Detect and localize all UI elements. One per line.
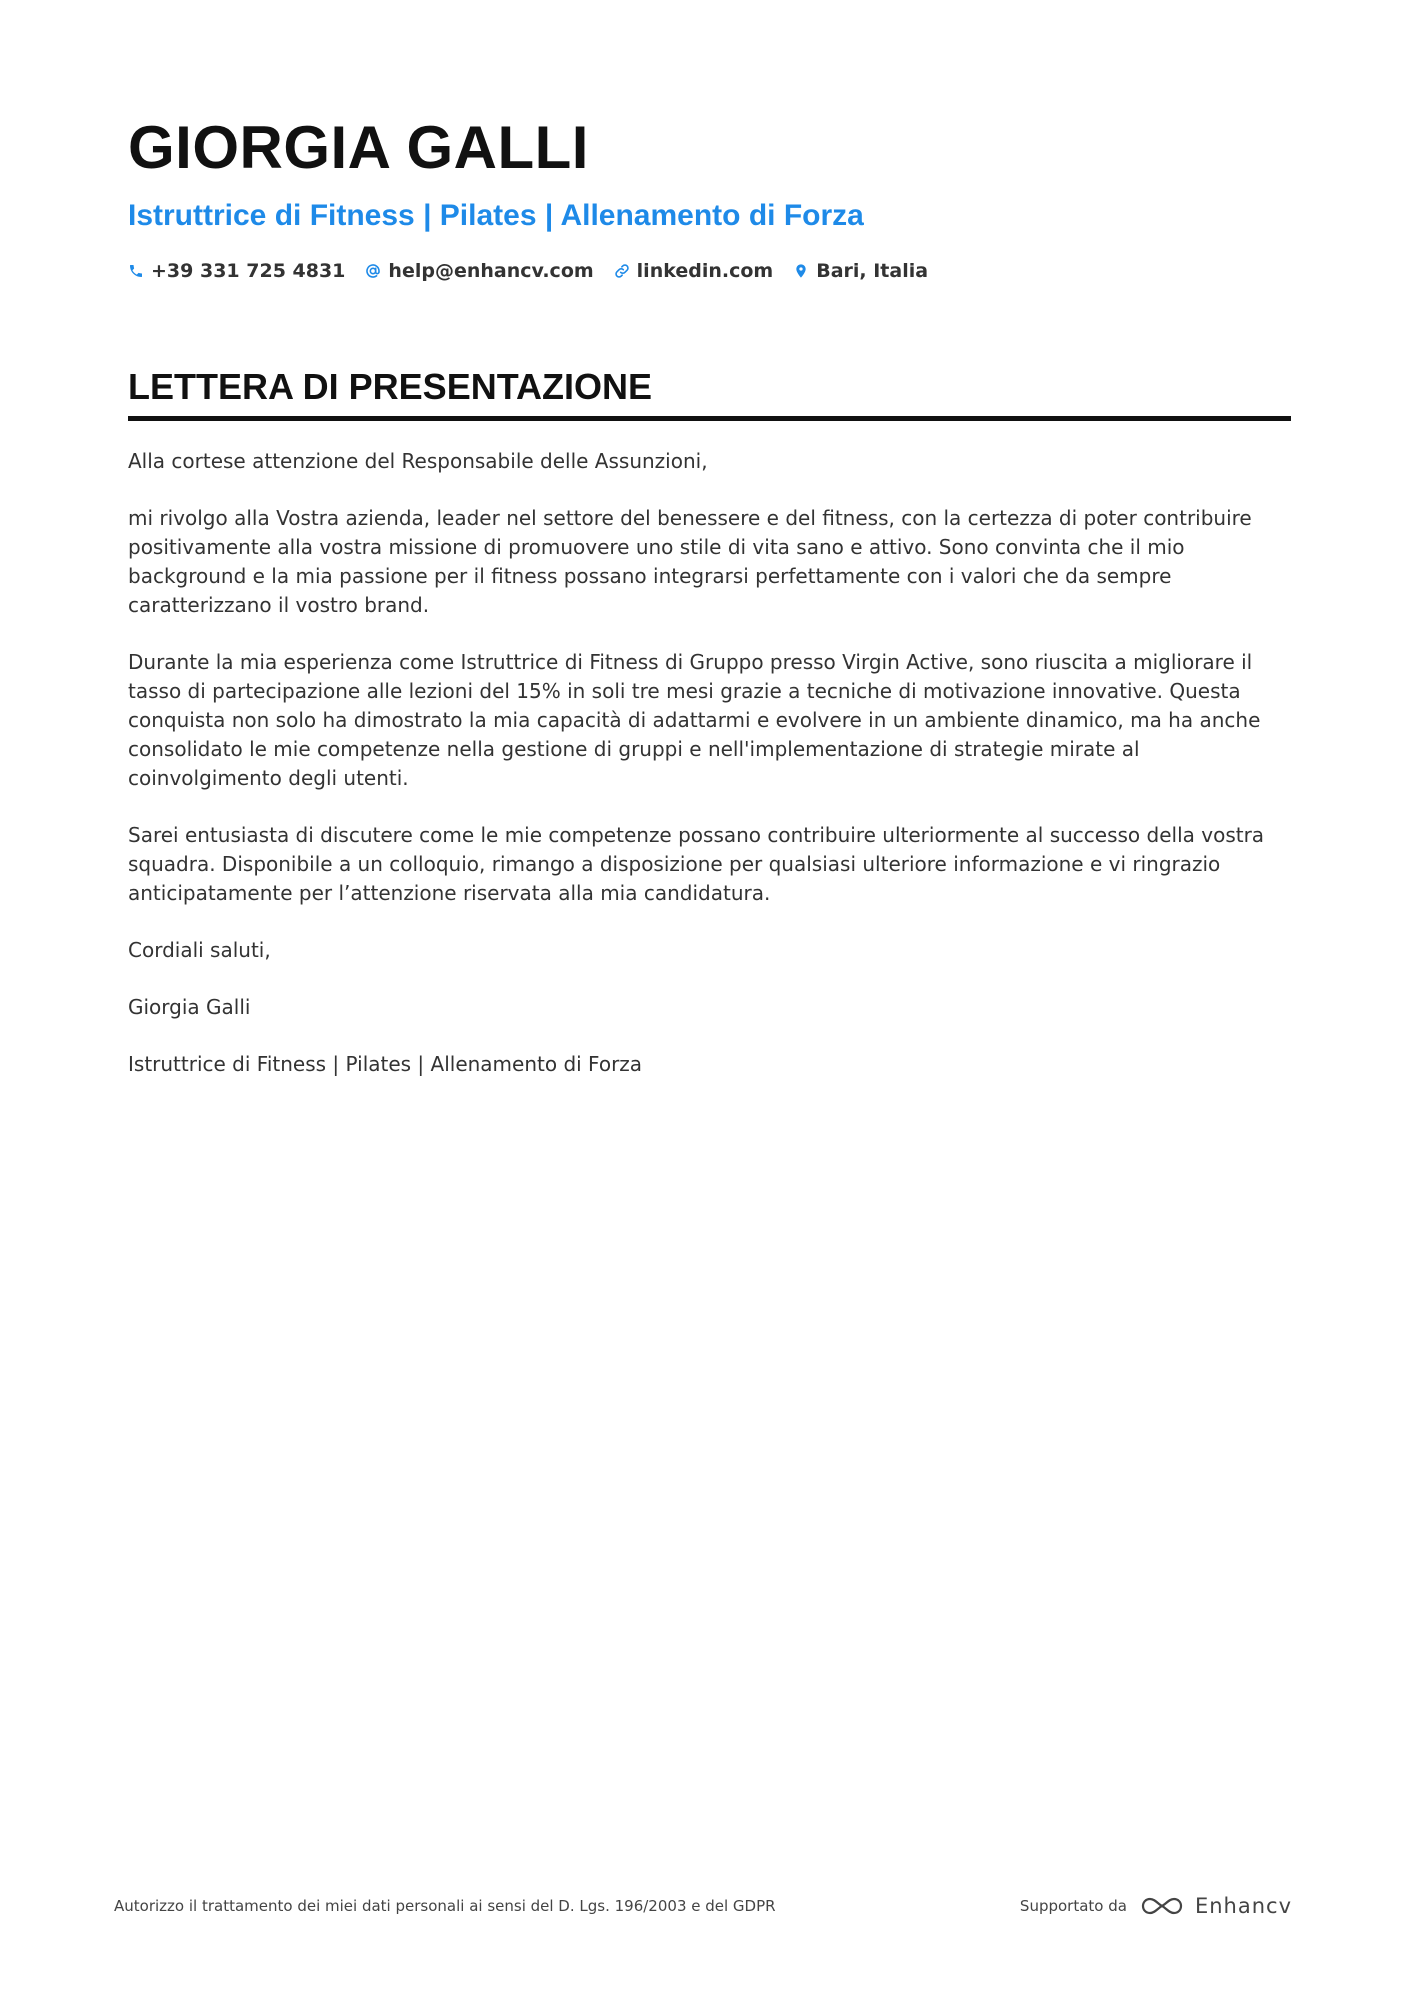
- page-footer: [114, 1891, 1292, 1921]
- powered-by-label: Supportato da: [1019, 1897, 1127, 1915]
- powered-by[interactable]: [1020, 1894, 1292, 1918]
- at-icon: [365, 263, 381, 279]
- section-title: LETTERA DI PRESENTAZIONE: [128, 366, 653, 407]
- letter-closing: Cordiali saluti,: [128, 938, 271, 962]
- resume-header: [128, 110, 1288, 282]
- map-pin-icon: [793, 263, 809, 279]
- enhancv-logo-icon: [1139, 1894, 1185, 1918]
- signature-name: Giorgia Galli: [128, 995, 251, 1019]
- contact-email[interactable]: [365, 260, 593, 282]
- link-icon: [614, 263, 630, 279]
- privacy-consent-note: Autorizzo il trattamento dei miei dati personali ai sensi del D. Lgs. 196/2003 e del GDPR: [114, 1897, 776, 1915]
- candidate-name: GIORGIA GALLI: [128, 114, 589, 181]
- website-link: linkedin.com: [636, 260, 774, 282]
- section-divider: [128, 416, 1291, 421]
- email-address: help@enhancv.com: [388, 260, 594, 282]
- letter-paragraph: Durante la mia esperienza come Istruttrice di Fitness di Gruppo presso Virgin Active, sono riuscita a migliorare il tasso di partecipazione alle lezioni del 15% in soli tre mesi grazie a tecniche di motivazione innovative. Questa conquista non solo ha dimostrato la mia capacità di adattarmi e evolvere in un ambiente dinamico, ma ha anche consolidato le mie competenze nella gestione di gruppi e nell'implementazione di strategie mirate al coinvolgimento degli utenti.: [128, 650, 1261, 790]
- phone-icon: [128, 263, 144, 279]
- phone-number: +39 331 725 4831: [151, 260, 346, 282]
- contact-website[interactable]: [614, 260, 774, 282]
- contact-location: [793, 260, 928, 282]
- letter-paragraph: Sarei entusiasta di discutere come le mie competenze possano contribuire ulteriormente al successo della vostra squadra. Disponibile a un colloquio, rimango a disposizione per qualsiasi ulteriore informazione e vi ringrazio anticipatamente per l’attenzione riservata alla mia candidatura.: [128, 823, 1265, 905]
- letter-paragraph: mi rivolgo alla Vostra azienda, leader nel settore del benessere e del fitness, con la certezza di poter contribuire positivamente alla vostra missione di promuovere uno stile di vita sano e attivo. Sono convinta che il mio background e la mia passione per il fitness possano integrarsi perfettamente con i valori che da sempre caratterizzano il vostro brand.: [128, 506, 1252, 617]
- brand-name: Enhancv: [1194, 1894, 1292, 1918]
- letter-body: [128, 447, 1291, 1079]
- letter-greeting: Alla cortese attenzione del Responsabile delle Assunzioni,: [128, 449, 708, 473]
- contact-bar: [128, 260, 1288, 282]
- signature-title: Istruttrice di Fitness | Pilates | Allenamento di Forza: [128, 1052, 643, 1076]
- candidate-title: Istruttrice di Fitness | Pilates | Allenamento di Forza: [128, 199, 864, 232]
- cover-letter-section: [128, 364, 1291, 1107]
- contact-phone[interactable]: [128, 260, 345, 282]
- location-text: Bari, Italia: [816, 260, 929, 282]
